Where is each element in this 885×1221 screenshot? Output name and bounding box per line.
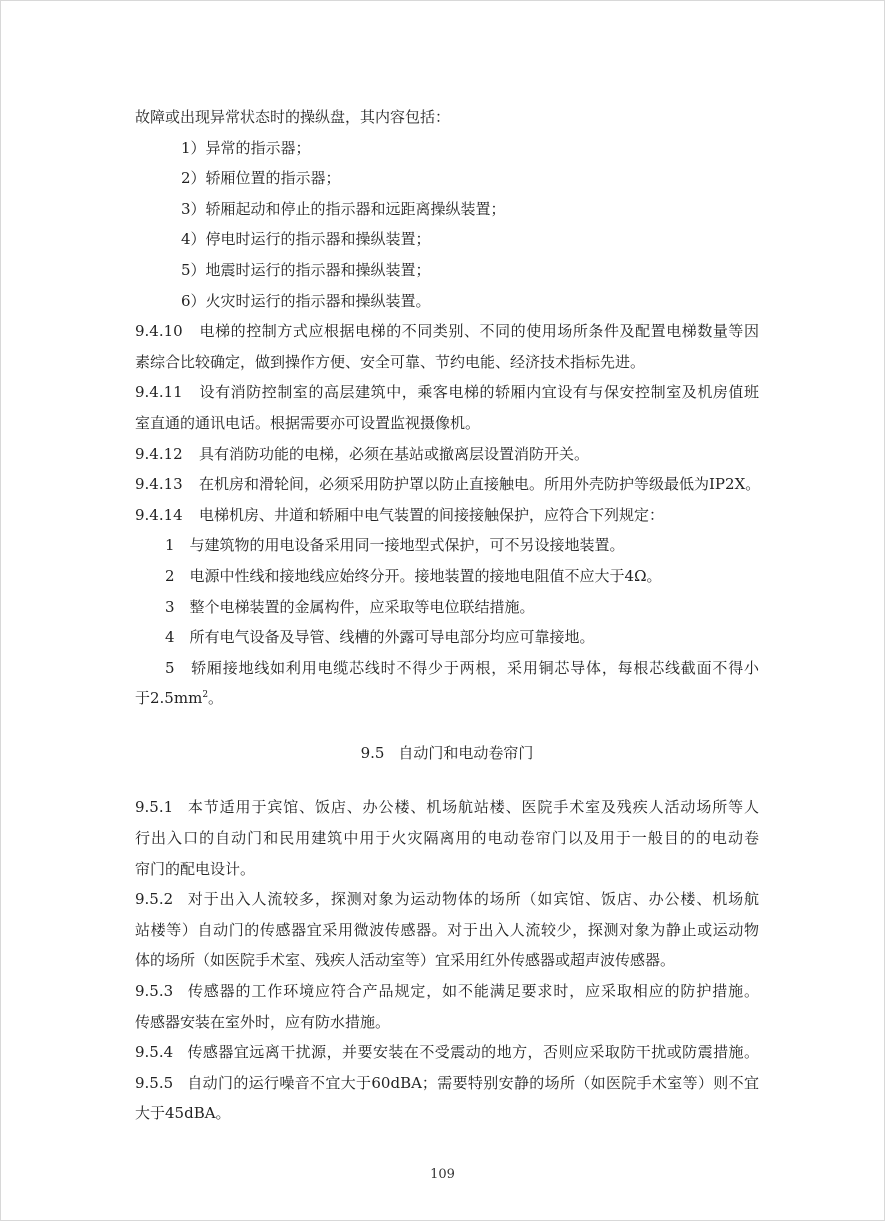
list-item: 5）地震时运行的指示器和操纵装置； xyxy=(181,260,431,279)
clause-9-4-14 xyxy=(135,500,759,531)
clause-number: 9.4.12 xyxy=(135,444,183,463)
clause-9-5-3 xyxy=(135,976,759,1007)
page-number: 109 xyxy=(430,1167,455,1182)
clause-9-5-4 xyxy=(135,1037,759,1068)
clause-9-4-12 xyxy=(135,439,759,470)
clause-9-5-5 xyxy=(135,1068,759,1099)
clause-continuation: 传感器安装在室外时，应有防水措施。 xyxy=(135,1012,391,1031)
sub-item-continuation xyxy=(135,683,759,714)
clause-text: 本节适用于宾馆、饭店、办公楼、机场航站楼、医院手术室及残疾人活动场所等人 xyxy=(187,798,759,817)
list-item: 1）异常的指示器； xyxy=(181,138,311,157)
clause-number: 9.4.10 xyxy=(135,322,183,341)
clause-number: 9.4.11 xyxy=(135,383,183,402)
superscript: 2 xyxy=(202,690,209,701)
list-item: 2）轿厢位置的指示器； xyxy=(181,169,341,188)
clause-text: 传感器的工作环境应符合产品规定，如不能满足要求时，应采取相应的防护措施。 xyxy=(187,982,759,1001)
clause-9-5-1 xyxy=(135,792,759,823)
section-number: 9.5 xyxy=(360,743,385,762)
clause-continuation: 帘门的配电设计。 xyxy=(135,859,256,878)
sub-item: 3 整个电梯装置的金属构件，应采取等电位联结措施。 xyxy=(165,597,535,616)
page-body xyxy=(135,102,759,1129)
list-item: 3）轿厢起动和停止的指示器和远距离操纵装置； xyxy=(181,199,506,218)
clause-9-4-13 xyxy=(135,469,759,500)
clause-number: 9.5.2 xyxy=(135,890,174,909)
clause-continuation: 体的场所（如医院手术室、残疾人活动室等）宜采用红外传感器或超声波传感器。 xyxy=(135,951,676,970)
clause-text: 自动门的运行噪音不宜大于60dBA；需要特别安静的场所（如医院手术室等）则不宜 xyxy=(187,1073,759,1092)
clause-continuation: 素综合比较确定，做到操作方便、安全可靠、节约电能、经济技术指标先进。 xyxy=(135,352,646,371)
clause-9-4-10 xyxy=(135,316,759,347)
sub-item: 2 电源中性线和接地线应始终分开。接地装置的接地电阻值不应大于4Ω。 xyxy=(165,566,662,585)
clause-number: 9.5.3 xyxy=(135,982,174,1001)
clause-text: 电梯的控制方式应根据电梯的不同类别、不同的使用场所条件及配置电梯数量等因 xyxy=(199,322,759,341)
clause-number: 9.4.13 xyxy=(135,475,183,494)
clause-9-4-11 xyxy=(135,377,759,408)
clause-text: 设有消防控制室的高层建筑中，乘客电梯的轿厢内宜设有与保安控制室及机房值班 xyxy=(199,383,759,402)
clause-number: 9.5.5 xyxy=(135,1073,174,1092)
list-item: 4）停电时运行的指示器和操纵装置； xyxy=(181,230,431,249)
sub-item: 5 轿厢接地线如利用电缆芯线时不得少于两根，采用铜芯导体，每根芯线截面不得小 xyxy=(165,658,759,677)
sub-item: 1 与建筑物的用电设备采用同一接地型式保护，可不另设接地装置。 xyxy=(165,536,625,555)
section-title: 自动门和电动卷帘门 xyxy=(398,743,534,762)
clause-text: 传感器宜远离干扰源，并要安装在不受震动的地方，否则应采取防干扰或防震措施。 xyxy=(187,1043,759,1062)
sub-item-text: 于2.5mm xyxy=(135,689,203,708)
clause-text: 具有消防功能的电梯，必须在基站或撤离层设置消防开关。 xyxy=(199,444,590,463)
clause-text: 电梯机房、井道和轿厢中电气装置的间接接触保护，应符合下列规定： xyxy=(199,505,665,524)
clause-number: 9.4.14 xyxy=(135,505,183,524)
clause-continuation: 行出入口的自动门和民用建筑中用于火灾隔离用的电动卷帘门以及用于一般目的的电动卷 xyxy=(135,829,759,848)
clause-number: 9.5.1 xyxy=(135,798,174,817)
clause-9-5-2 xyxy=(135,884,759,915)
clause-continuation: 站楼等）自动门的传感器宜采用微波传感器。对于出入人流较少，探测对象为静止或运动物 xyxy=(135,920,759,939)
section-heading xyxy=(135,738,759,769)
sub-item: 4 所有电气设备及导管、线槽的外露可导电部分均应可靠接地。 xyxy=(165,628,595,647)
clause-number: 9.5.4 xyxy=(135,1043,174,1062)
clause-continuation: 室直通的通讯电话。根据需要亦可设置监视摄像机。 xyxy=(135,413,481,432)
list-item: 6）火灾时运行的指示器和操纵装置。 xyxy=(181,291,431,310)
paragraph-line: 故障或出现异常状态时的操纵盘，其内容包括： xyxy=(135,108,451,126)
clause-text: 对于出入人流较多，探测对象为运动物体的场所（如宾馆、饭店、办公楼、机场航 xyxy=(187,890,759,909)
sub-item-end: 。 xyxy=(208,689,224,708)
clause-continuation: 大于45dBA。 xyxy=(135,1104,231,1123)
clause-text: 在机房和滑轮间，必须采用防护罩以防止直接触电。所用外壳防护等级最低为IP2X。 xyxy=(199,475,761,494)
